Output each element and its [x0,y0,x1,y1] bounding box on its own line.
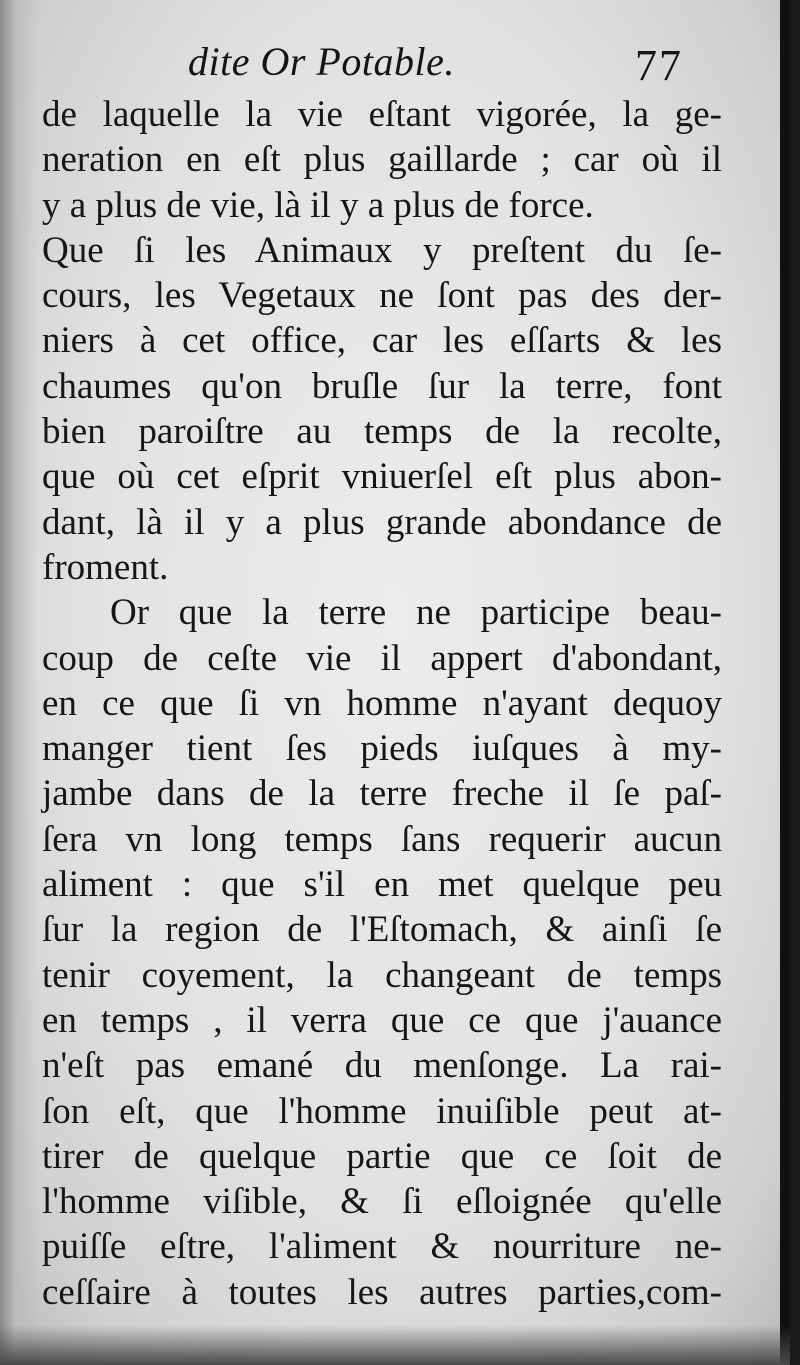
text-line: coup de ceſte vie il appert d'abondant, [42,637,722,679]
text-line: n'eſt pas emané du menſonge. La rai- [42,1045,722,1087]
body-text [42,92,722,1315]
text-line: manger tient ſes pieds iuſques à my- [42,728,722,770]
page-number: 77 [635,41,683,90]
text-line: Que ſi les Animaux y preſtent du ſe- [42,229,722,271]
text-line: l'homme viſible, & ſi eſloignée qu'elle [42,1181,722,1223]
text-line: cours, les Vegetaux ne ſont pas des der- [42,275,722,317]
page-edge-shadow [780,0,790,1365]
text-line: puiſſe eſtre, l'aliment & nourriture ne- [42,1226,722,1268]
text-line: ſur la region de l'Eſtomach, & ainſi ſe [42,909,722,951]
text-line: froment. [42,546,169,588]
text-line: Or que la terre ne participe beau- [110,592,722,634]
text-line: bien paroiſtre au temps de la recolte, [42,411,722,453]
text-line: en ce que ſi vn homme n'ayant dequoy [42,682,722,724]
text-line: ſon eſt, que l'homme inuiſible peut at- [42,1090,722,1132]
text-line: chaumes qu'on bruſle ſur la terre, font [42,365,722,407]
text-line: de laquelle la vie eſtant vigorée, la ge- [42,94,722,135]
text-line: aliment : que s'il en met quelque peu [42,864,722,906]
text-line: en temps , il verra que ce que j'auance [42,999,722,1041]
running-title: dite Or Potable. [188,39,455,84]
text-line: neration en eſt plus gaillarde ; car où il [42,139,722,181]
page-header [0,38,790,98]
text-line: dant, là il y a plus grande abondance de [42,501,722,543]
text-line: jambe dans de la terre freche il ſe paſ- [42,773,722,815]
text-line: y a plus de vie, là il y a plus de force. [42,184,594,226]
text-line: que où cet eſprit vniuerſel eſt plus abon- [42,456,722,498]
text-line: tenir coyement, la changeant de temps [42,954,722,996]
text-line: ceſſaire à toutes les autres parties,com- [42,1271,722,1313]
text-line: tirer de quelque partie que ce ſoit de [42,1135,722,1177]
text-line: ſera vn long temps ſans requerir aucun [42,818,722,860]
text-line: niers à cet office, car les eſſarts & les [42,320,722,362]
